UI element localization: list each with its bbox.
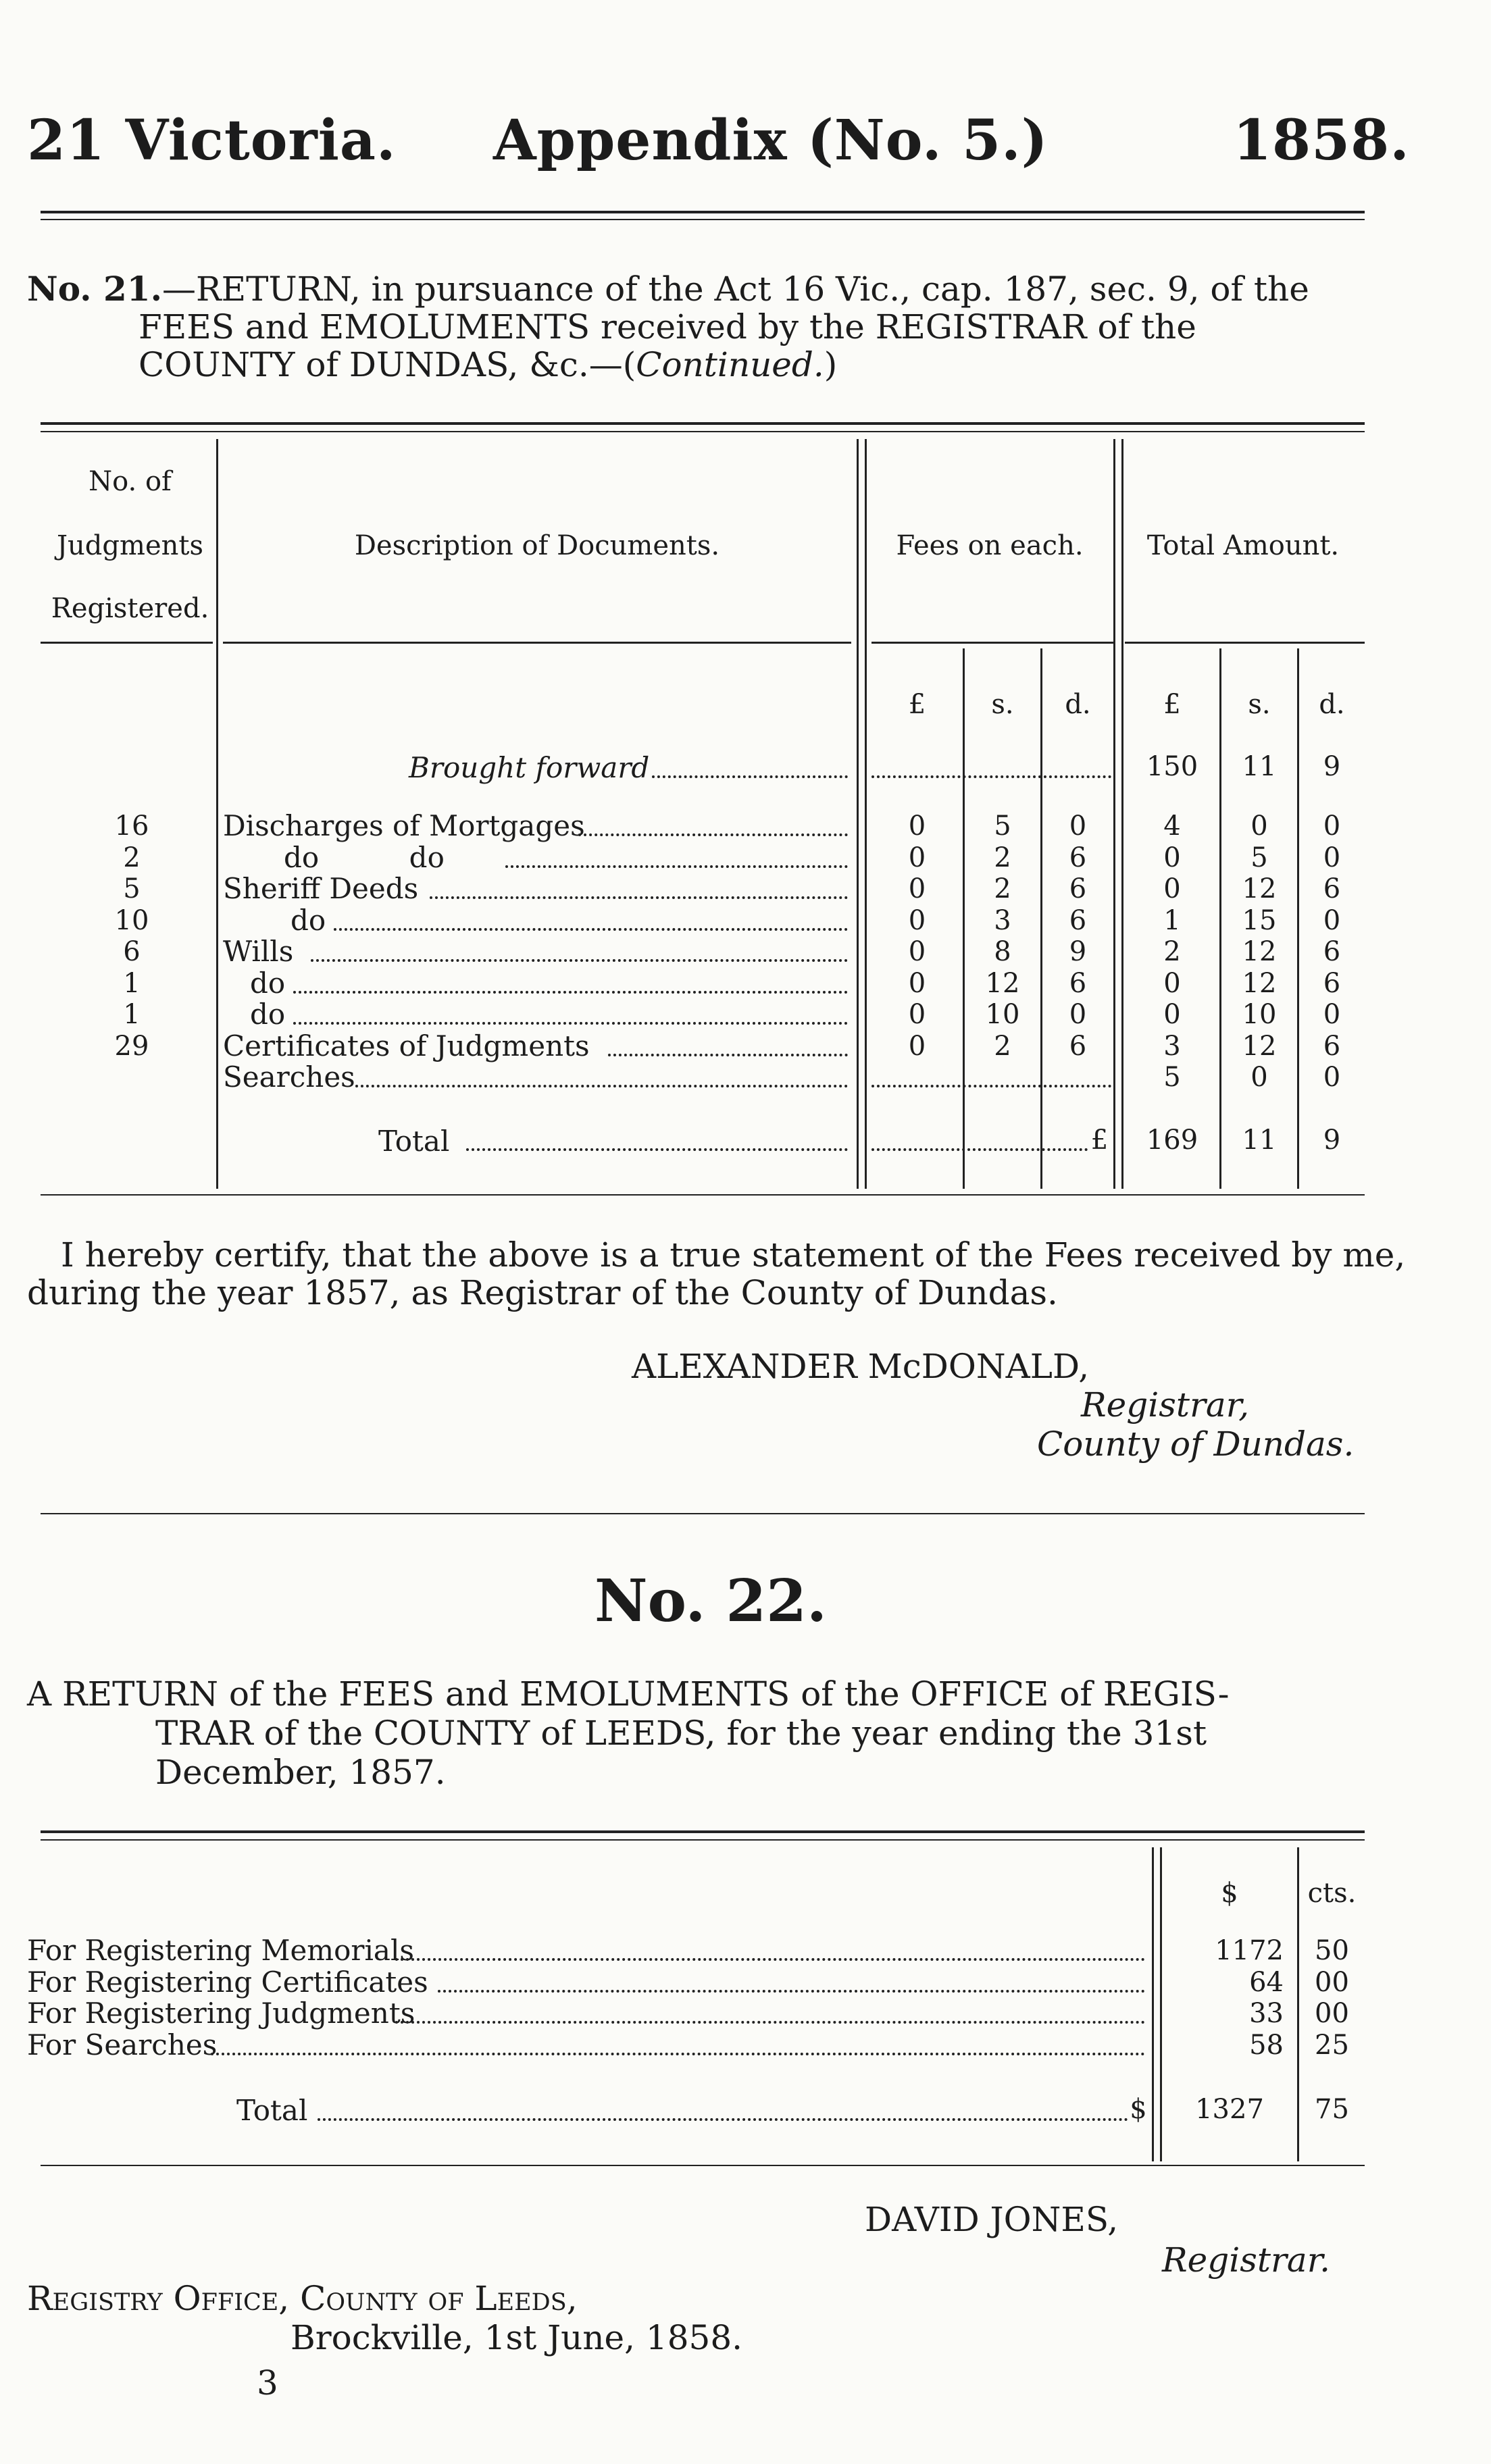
t22-col-cts: cts. — [1307, 1878, 1357, 1909]
row-fd: 0 — [1069, 999, 1087, 1030]
brought-forward-label: Brought forward — [409, 751, 650, 784]
hdr-rule-d — [1125, 642, 1365, 644]
total21-label: Total — [378, 1125, 450, 1158]
vline-3a — [1113, 439, 1115, 1189]
brought-forward-leader — [652, 775, 848, 778]
return21-line2: FEES and EMOLUMENTS received by the REGISTRAR of the — [138, 307, 1196, 346]
row-tp: 3 — [1163, 1031, 1181, 1062]
row-description: do — [250, 998, 286, 1031]
row-description: do — [290, 904, 326, 937]
header-rule-bottom — [41, 219, 1365, 220]
vline-3b — [1121, 439, 1123, 1189]
return21-line1: —RETURN, in pursuance of the Act 16 Vic., cap. 187, sec. 9, of the — [161, 270, 1309, 309]
table22-top-rule — [41, 1830, 1365, 1833]
fee-row-leader — [438, 1990, 1145, 1993]
row-leader — [505, 865, 848, 868]
row-description: Certificates of Judgments — [223, 1029, 590, 1062]
row-fd: 6 — [1069, 968, 1087, 999]
sub-pound: £ — [908, 689, 926, 720]
total22-dollars: 1327 — [1195, 2094, 1264, 2125]
table21-top-rule — [41, 422, 1365, 425]
row-fp: 0 — [908, 811, 926, 842]
row-description: Wills — [223, 935, 294, 968]
section-divider — [41, 1513, 1365, 1514]
table22-bottom-rule — [41, 2165, 1365, 2166]
return21-intro — [27, 270, 1365, 308]
col-total: Total Amount. — [1146, 530, 1340, 561]
table22-top-rule-2 — [41, 1839, 1365, 1841]
fee-row-cts: 00 — [1315, 1967, 1349, 1998]
row-count: 2 — [123, 842, 141, 873]
row-td: 0 — [1323, 811, 1341, 842]
row-count: 16 — [114, 811, 149, 842]
row-ts: 12 — [1242, 968, 1277, 999]
row-fd: 6 — [1069, 873, 1087, 904]
fee-row-leader — [395, 2021, 1145, 2024]
row-td: 6 — [1323, 968, 1341, 999]
return21-number: No. 21. — [27, 269, 162, 309]
total22-mark: $ — [1130, 2094, 1147, 2125]
fee-row-label: For Registering Memorials — [27, 1934, 414, 1967]
total21-pound: 169 — [1146, 1125, 1198, 1156]
return22-number: No. 22. — [595, 1567, 827, 1635]
signer21-name: ALEXANDER McDONALD, — [632, 1347, 1090, 1386]
row-description: do do — [284, 841, 445, 874]
row-tp: 0 — [1163, 968, 1181, 999]
col-fees: Fees on each. — [896, 530, 1084, 561]
row-tp: 4 — [1163, 811, 1181, 842]
signer22-title: Registrar. — [1162, 2240, 1330, 2280]
row-leader — [578, 833, 848, 836]
signer22-name: DAVID JONES, — [865, 2200, 1119, 2239]
row-td: 0 — [1323, 1062, 1341, 1093]
row-fs: 2 — [994, 1031, 1011, 1062]
page-number: 3 — [257, 2363, 278, 2403]
row-fs: 10 — [985, 999, 1020, 1030]
fee-row-cts: 25 — [1315, 2030, 1349, 2061]
row-fd: 9 — [1069, 936, 1087, 967]
fee-row-label: For Searches — [27, 2028, 218, 2061]
row-leader — [293, 991, 848, 994]
row-fp: 0 — [908, 999, 926, 1030]
sub-ts: s. — [1248, 689, 1271, 720]
total21-pound-mark: £ — [1090, 1125, 1109, 1156]
row-fs: 12 — [985, 968, 1020, 999]
fee-row-cts: 50 — [1315, 1935, 1349, 1966]
row-count: 6 — [123, 936, 141, 967]
col-judgments-3: Registered. — [51, 593, 209, 624]
total22-cts: 75 — [1315, 2094, 1349, 2125]
row-leader — [334, 928, 848, 931]
row-fd: 6 — [1069, 905, 1087, 936]
row-ts: 5 — [1250, 842, 1268, 873]
fee-row-dollars: 64 — [1249, 1967, 1284, 1998]
row-fd: 6 — [1069, 1031, 1087, 1062]
return22-line1: A RETURN of the FEES and EMOLUMENTS of the OFFICE of REGIS- — [27, 1674, 1230, 1714]
total22-leader — [318, 2118, 1128, 2121]
row-fp: 0 — [908, 905, 926, 936]
vline-2b — [865, 439, 867, 1189]
row-fd: 6 — [1069, 842, 1087, 873]
sub-td: d. — [1319, 689, 1345, 720]
table21-top-rule-2 — [41, 431, 1365, 432]
row-description: Searches — [223, 1060, 355, 1094]
fee-row-dollars: 1172 — [1215, 1935, 1284, 1966]
row-leader — [608, 1054, 848, 1056]
row-td: 6 — [1323, 936, 1341, 967]
signer21-title: Registrar, — [1081, 1385, 1249, 1424]
sub-tpound: £ — [1163, 689, 1181, 720]
row-leader — [293, 1022, 848, 1025]
bf-pound: 150 — [1146, 751, 1198, 782]
header-rule-top — [41, 211, 1365, 213]
fee-row-leader — [395, 1958, 1145, 1961]
fee-row-leader — [211, 2053, 1145, 2055]
row-count: 1 — [123, 999, 141, 1030]
row-fs: 2 — [994, 873, 1011, 904]
col-judgments-2: Judgments — [57, 530, 203, 561]
sub-s: s. — [991, 689, 1014, 720]
row-tp: 2 — [1163, 936, 1181, 967]
row-ts: 10 — [1242, 999, 1277, 1030]
row-td: 6 — [1323, 873, 1341, 904]
office-line1: Registry Office, County of Leeds, — [27, 2279, 578, 2318]
row-td: 0 — [1323, 905, 1341, 936]
total22-label: Total — [236, 2094, 308, 2127]
row-fp: 0 — [908, 1031, 926, 1062]
row-fp: 0 — [908, 842, 926, 873]
total21-leader — [466, 1148, 848, 1151]
t22-vline-1a — [1152, 1847, 1154, 2161]
row-td: 0 — [1323, 999, 1341, 1030]
row-description: do — [250, 967, 286, 1000]
total21-s: 11 — [1242, 1125, 1277, 1156]
row-fp: 0 — [908, 968, 926, 999]
row-tp: 1 — [1163, 905, 1181, 936]
table21-bottom-rule — [41, 1194, 1365, 1196]
brought-forward-fees-leader — [871, 775, 1111, 778]
t22-col-dollars: $ — [1221, 1878, 1238, 1909]
header-center: Appendix (No. 5.) — [493, 108, 1048, 173]
row-td: 6 — [1323, 1031, 1341, 1062]
header-left: 21 Victoria. — [27, 108, 397, 173]
row-ts: 12 — [1242, 936, 1277, 967]
row-leader — [355, 1085, 848, 1087]
row-count: 1 — [123, 968, 141, 999]
row-ts: 12 — [1242, 873, 1277, 904]
signer21-county: County of Dundas. — [1037, 1424, 1355, 1464]
row-description: Sheriff Deeds — [223, 872, 419, 905]
vline-2a — [857, 439, 859, 1189]
col-judgments-1: No. of — [89, 466, 172, 497]
certify-line2: during the year 1857, as Registrar of the County of Dundas. — [27, 1273, 1058, 1312]
row-fs: 5 — [994, 811, 1011, 842]
row-fp: 0 — [908, 936, 926, 967]
vline-1 — [216, 439, 218, 1189]
hdr-rule-a — [41, 642, 213, 644]
hdr-rule-b — [223, 642, 851, 644]
fee-row-label: For Registering Judgments — [27, 1997, 415, 2030]
row-ts: 12 — [1242, 1031, 1277, 1062]
return22-line3: December, 1857. — [155, 1753, 446, 1792]
fee-row-label: For Registering Certificates — [27, 1966, 428, 1999]
row-fs: 8 — [994, 936, 1011, 967]
row-count: 29 — [114, 1031, 149, 1062]
row-count: 5 — [123, 873, 141, 904]
row-count: 10 — [114, 905, 149, 936]
col-description: Description of Documents. — [354, 530, 720, 561]
fee-row-dollars: 58 — [1249, 2030, 1284, 2061]
bf-d: 9 — [1323, 751, 1341, 782]
row-ts: 0 — [1250, 1062, 1268, 1093]
row-leader — [430, 896, 848, 899]
row-ts: 0 — [1250, 811, 1268, 842]
office-line2: Brockville, 1st June, 1858. — [290, 2318, 743, 2357]
hdr-rule-c — [871, 642, 1115, 644]
row-fp: 0 — [908, 873, 926, 904]
row-fs: 3 — [994, 905, 1011, 936]
total21-d: 9 — [1323, 1125, 1341, 1156]
total21-fees-leader — [871, 1148, 1088, 1151]
fee-row-cts: 00 — [1315, 1998, 1349, 2029]
row-td: 0 — [1323, 842, 1341, 873]
row-fees-leader — [871, 1085, 1111, 1087]
sub-d: d. — [1065, 689, 1091, 720]
row-description: Discharges of Mortgages — [223, 809, 585, 842]
row-tp: 0 — [1163, 999, 1181, 1030]
bf-s: 11 — [1242, 751, 1277, 782]
header-right: 1858. — [1233, 108, 1410, 173]
return22-line2: TRAR of the COUNTY of LEEDS, for the year ending the 31st — [155, 1714, 1207, 1753]
row-leader — [311, 959, 848, 962]
row-fd: 0 — [1069, 811, 1087, 842]
row-ts: 15 — [1242, 905, 1277, 936]
fee-row-dollars: 33 — [1249, 1998, 1284, 2029]
row-tp: 5 — [1163, 1062, 1181, 1093]
return21-line3: COUNTY of DUNDAS, &c.—(Continued.) — [138, 345, 838, 384]
row-tp: 0 — [1163, 873, 1181, 904]
row-fs: 2 — [994, 842, 1011, 873]
row-tp: 0 — [1163, 842, 1181, 873]
certify-line1: I hereby certify, that the above is a true statement of the Fees received by me, — [61, 1235, 1406, 1275]
